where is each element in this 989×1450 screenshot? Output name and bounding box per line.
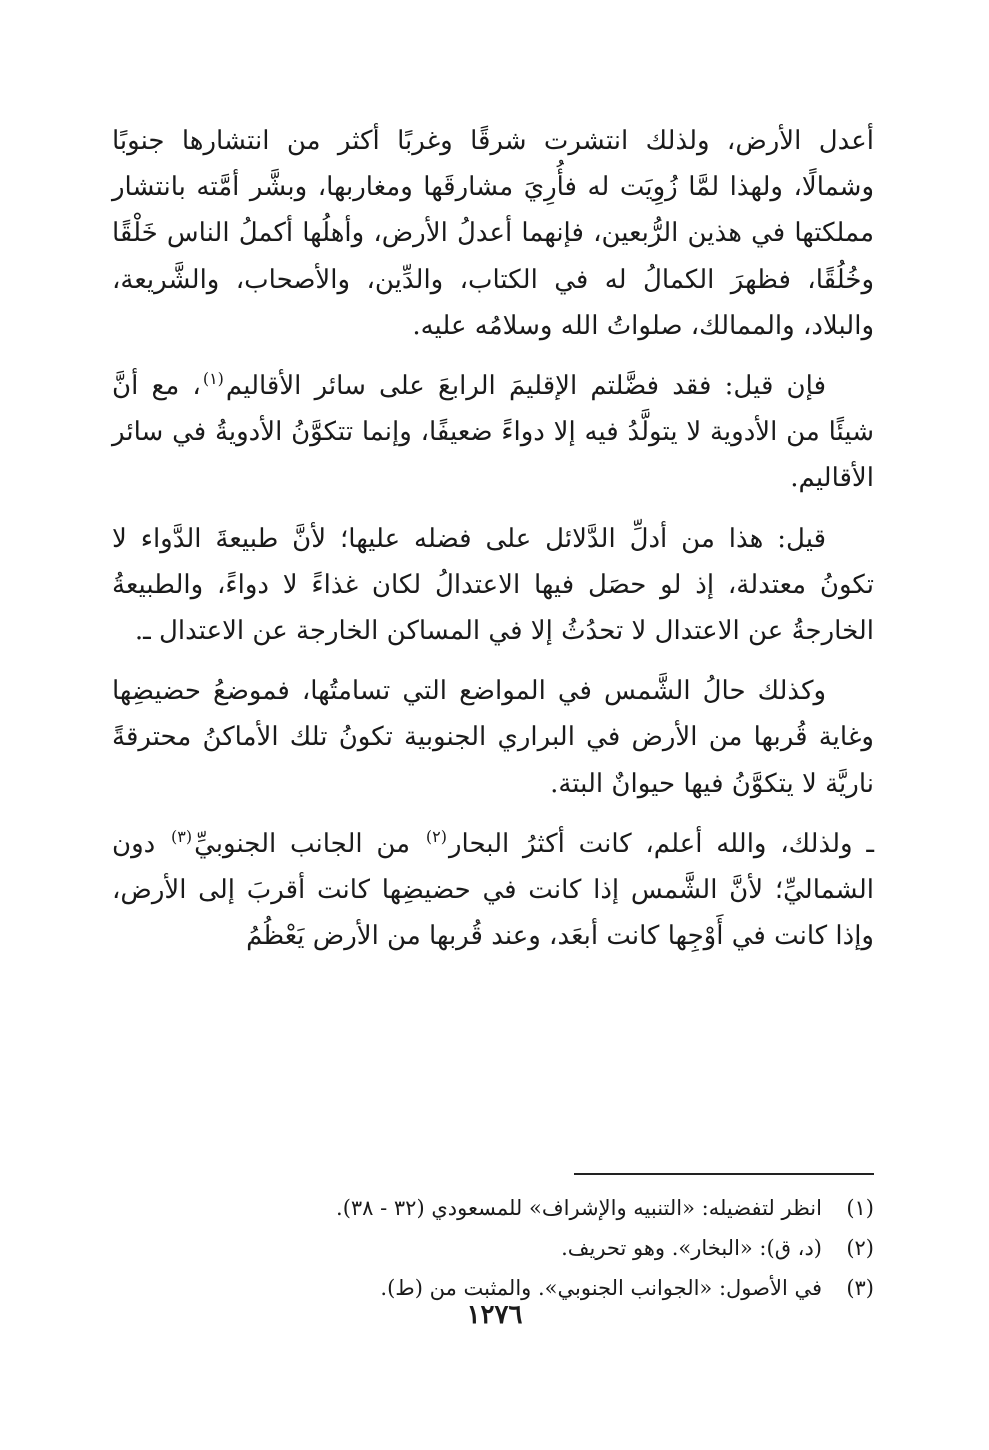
footnote-separator — [574, 1173, 874, 1175]
footnote-1 — [112, 1188, 874, 1228]
paragraph-text: ـ ولذلك، والله أعلم، كانت أكثرُ البحار — [448, 828, 874, 859]
footnote-ref-1[interactable]: (١) — [202, 369, 224, 389]
footnote-text: انظر لتفضيله: «التنبيه والإشراف» للمسعودي (٣٢ - ٣٨). — [336, 1196, 822, 1220]
footnote-text: (د، ق): «البخار». وهو تحريف. — [561, 1236, 822, 1260]
paragraph-3 — [112, 516, 874, 655]
paragraph-text: أعدل الأرض، ولذلك انتشرت شرقًا وغربًا أكثر من انتشارها جنوبًا وشمالًا، ولهذا لمَّا زُوِيَت له فأُرِيَ مشارقَها ومغاربها، وبشَّر أمَّته بانتشار مملكتها في هذين الرُّبعين، فإنهما أعدلُ الأرض، وأهلُها أكملُ الناس خَلْقًا وخُلُقًا، فظهرَ الكمالُ له في الكتاب، والدِّين، والأصحاب، والشَّريعة، والبلاد، والممالك، صلواتُ الله وسلامُه عليه. — [112, 126, 874, 341]
footnote-2 — [112, 1228, 874, 1268]
paragraph-text: قيل: هذا من أدلِّ الدَّلائل على فضله عليها؛ لأنَّ طبيعةَ الدَّواء لا تكونُ معتدلة، إذ لو حصَل فيها الاعتدالُ لكان غذاءً لا دواءً، والطبيعةُ الخارجةُ عن الاعتدال لا تحدُثُ إلا في المساكن الخارجة عن الاعتدال ـ. — [112, 523, 874, 647]
paragraph-text: ، مع أنَّ شيئًا من الأدوية لا يتولَّدُ فيه إلا دواءً ضعيفًا، وإنما تتكوَّنُ الأدويةُ في سائر الأقاليم. — [112, 371, 874, 494]
main-text — [112, 118, 874, 973]
footnote-number: (١) — [846, 1196, 874, 1220]
footnote-text: في الأصول: «الجوانب الجنوبي». والمثبت من (ط). — [380, 1276, 822, 1300]
paragraph-1 — [112, 118, 874, 349]
paragraph-text: دون الشماليِّ؛ لأنَّ الشَّمس إذا كانت في حضيضِها كانت أقربَ إلى الأرض، وإذا كانت في أَوْجِها كانت أبعَد، وعند قُربها من الأرض يَعْظُمُ — [112, 828, 874, 952]
paragraph-text: من الجانب الجنوبيِّ — [194, 828, 424, 859]
footnote-number: (٢) — [846, 1236, 874, 1260]
footnote-number: (٣) — [846, 1276, 874, 1300]
footnotes — [112, 1188, 874, 1308]
footnote-ref-3[interactable]: (٣) — [171, 827, 193, 847]
paragraph-4 — [112, 668, 874, 807]
paragraph-text: وكذلك حالُ الشَّمس في المواضع التي تسامتُها، فموضعُ حضيضِها وغاية قُربها من الأرض في البراري الجنوبية تكونُ تلك الأماكنُ محترقةً ناريَّة لا يتكوَّنُ فيها حيوانٌ البتة. — [112, 676, 874, 799]
paragraph-5 — [112, 821, 874, 960]
paragraph-2 — [112, 363, 874, 502]
page-number: ١٢٧٦ — [466, 1300, 523, 1330]
footnote-ref-2[interactable]: (٢) — [425, 827, 447, 847]
paragraph-text: فإن قيل: فقد فضَّلتم الإقليمَ الرابعَ على سائر الأقاليم — [225, 371, 826, 402]
